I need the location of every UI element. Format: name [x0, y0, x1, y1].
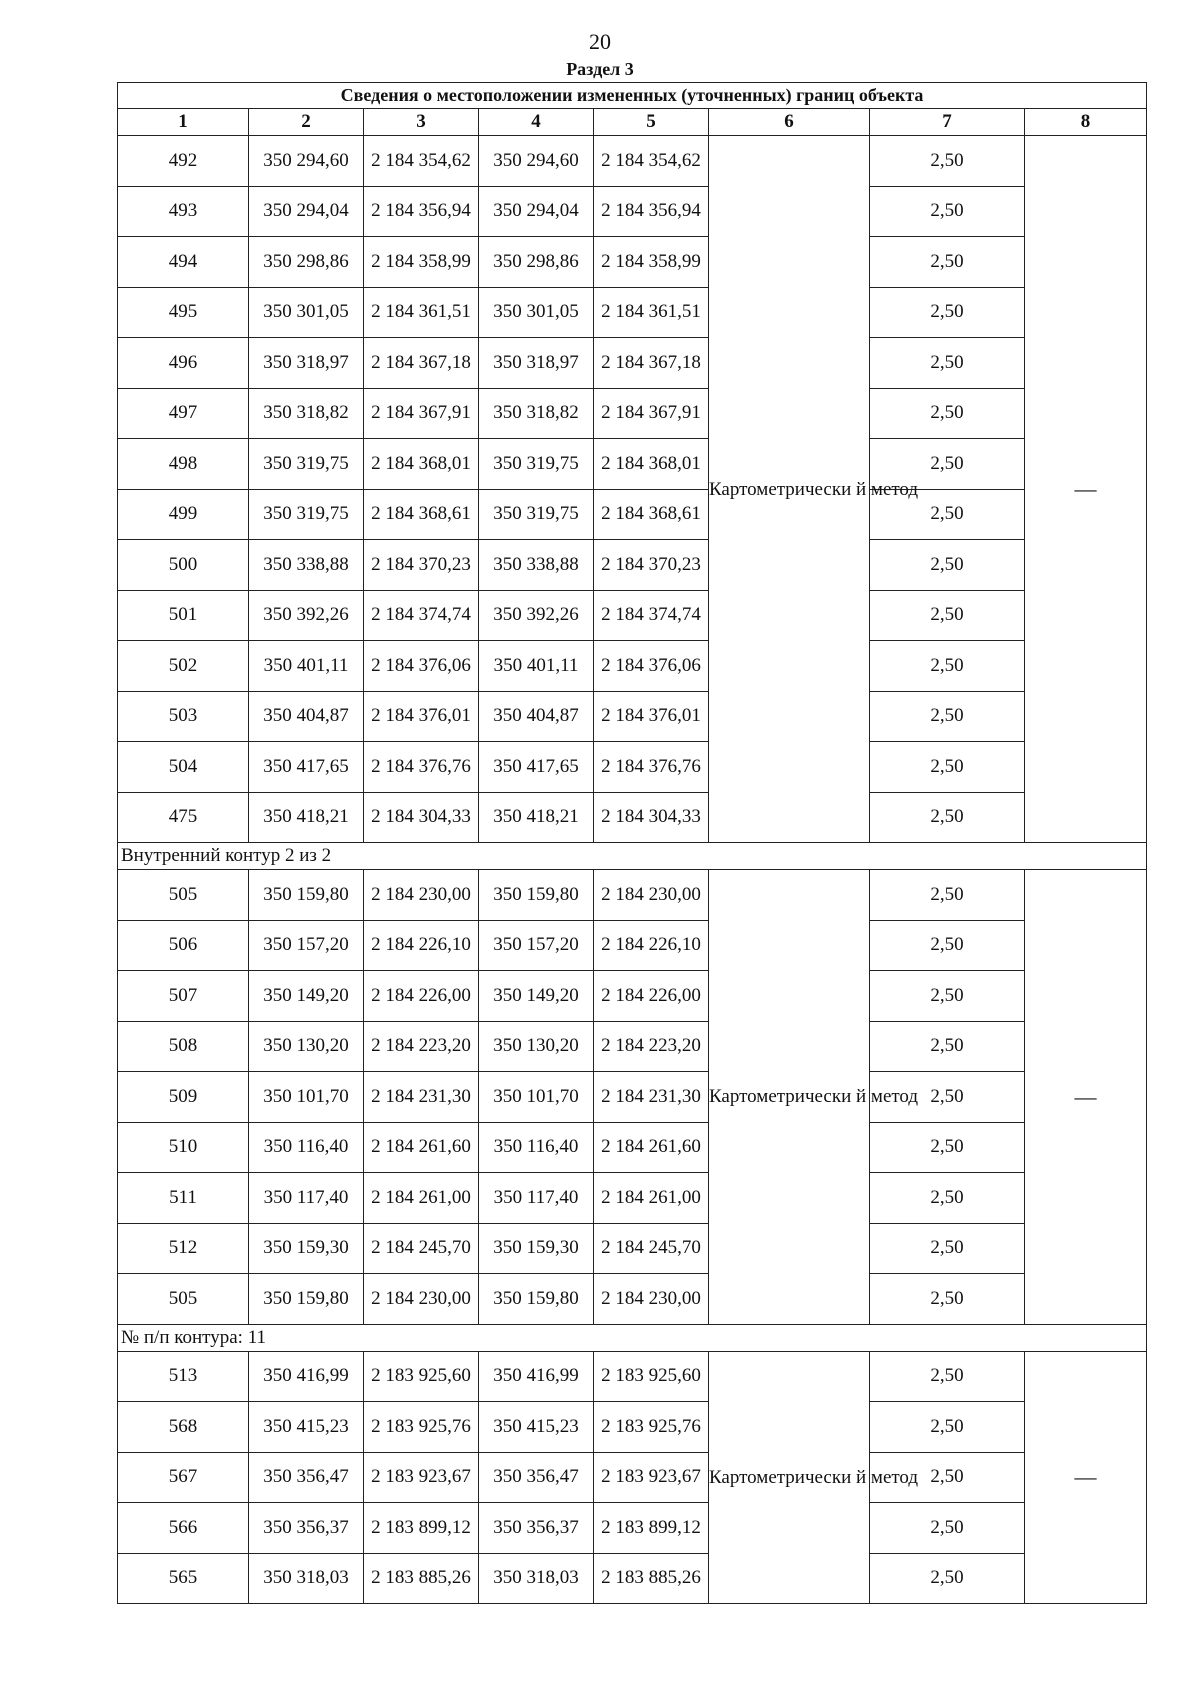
y-new-cell: 2 184 245,70: [594, 1223, 709, 1274]
point-number-cell: 499: [118, 489, 249, 540]
point-number-cell: 492: [118, 136, 249, 187]
method-cell: Картометрически й метод: [709, 870, 870, 1325]
point-number-cell: 567: [118, 1452, 249, 1503]
y-old-cell: 2 184 230,00: [364, 1274, 479, 1325]
x-new-cell: 350 318,03: [479, 1553, 594, 1604]
x-new-cell: 350 117,40: [479, 1173, 594, 1224]
point-number-cell: 511: [118, 1173, 249, 1224]
note-cell: —: [1025, 136, 1147, 843]
table-row: [118, 186, 1147, 237]
y-new-cell: 2 184 368,61: [594, 489, 709, 540]
point-number-cell: 475: [118, 792, 249, 843]
x-new-cell: 350 301,05: [479, 287, 594, 338]
x-new-cell: 350 318,82: [479, 388, 594, 439]
accuracy-cell: 2,50: [870, 742, 1025, 793]
table-row: [118, 1223, 1147, 1274]
y-old-cell: 2 184 230,00: [364, 870, 479, 921]
x-new-cell: 350 294,04: [479, 186, 594, 237]
x-new-cell: 350 416,99: [479, 1351, 594, 1402]
table-row: [118, 792, 1147, 843]
x-old-cell: 350 149,20: [249, 971, 364, 1022]
contour-label: № п/п контура: 11: [118, 1324, 1147, 1351]
point-number-cell: 505: [118, 1274, 249, 1325]
x-old-cell: 350 319,75: [249, 439, 364, 490]
point-number-cell: 493: [118, 186, 249, 237]
x-new-cell: 350 404,87: [479, 691, 594, 742]
y-old-cell: 2 184 358,99: [364, 237, 479, 288]
y-new-cell: 2 184 230,00: [594, 1274, 709, 1325]
x-new-cell: 350 157,20: [479, 920, 594, 971]
column-number: 6: [709, 109, 870, 136]
table-row: [118, 920, 1147, 971]
x-old-cell: 350 318,97: [249, 338, 364, 389]
y-old-cell: 2 184 368,01: [364, 439, 479, 490]
y-new-cell: 2 184 368,01: [594, 439, 709, 490]
x-new-cell: 350 294,60: [479, 136, 594, 187]
y-old-cell: 2 183 923,67: [364, 1452, 479, 1503]
point-number-cell: 497: [118, 388, 249, 439]
x-new-cell: 350 415,23: [479, 1402, 594, 1453]
y-new-cell: 2 184 374,74: [594, 590, 709, 641]
table-row: [118, 1173, 1147, 1224]
point-number-cell: 498: [118, 439, 249, 490]
x-old-cell: 350 392,26: [249, 590, 364, 641]
accuracy-cell: 2,50: [870, 338, 1025, 389]
x-old-cell: 350 415,23: [249, 1402, 364, 1453]
x-old-cell: 350 159,80: [249, 1274, 364, 1325]
x-old-cell: 350 301,05: [249, 287, 364, 338]
x-old-cell: 350 356,37: [249, 1503, 364, 1554]
accuracy-cell: 2,50: [870, 287, 1025, 338]
table-row: [118, 691, 1147, 742]
x-old-cell: 350 318,03: [249, 1553, 364, 1604]
y-new-cell: 2 184 356,94: [594, 186, 709, 237]
x-old-cell: 350 319,75: [249, 489, 364, 540]
y-old-cell: 2 184 374,74: [364, 590, 479, 641]
method-cell: Картометрически й метод: [709, 136, 870, 843]
table-row: [118, 1072, 1147, 1123]
y-old-cell: 2 184 245,70: [364, 1223, 479, 1274]
contour-label-row: [118, 843, 1147, 870]
y-new-cell: 2 184 370,23: [594, 540, 709, 591]
column-number: 7: [870, 109, 1025, 136]
column-number: 8: [1025, 109, 1147, 136]
x-old-cell: 350 157,20: [249, 920, 364, 971]
point-number-cell: 495: [118, 287, 249, 338]
y-new-cell: 2 184 261,00: [594, 1173, 709, 1224]
x-new-cell: 350 319,75: [479, 489, 594, 540]
point-number-cell: 504: [118, 742, 249, 793]
y-old-cell: 2 184 376,76: [364, 742, 479, 793]
accuracy-cell: 2,50: [870, 388, 1025, 439]
point-number-cell: 566: [118, 1503, 249, 1554]
point-number-cell: 565: [118, 1553, 249, 1604]
y-old-cell: 2 184 368,61: [364, 489, 479, 540]
y-old-cell: 2 184 376,01: [364, 691, 479, 742]
x-new-cell: 350 159,80: [479, 1274, 594, 1325]
y-new-cell: 2 183 899,12: [594, 1503, 709, 1554]
x-new-cell: 350 149,20: [479, 971, 594, 1022]
x-new-cell: 350 401,11: [479, 641, 594, 692]
table-row: [118, 540, 1147, 591]
table-row: [118, 1452, 1147, 1503]
y-old-cell: 2 183 925,60: [364, 1351, 479, 1402]
table-row: [118, 1021, 1147, 1072]
accuracy-cell: 2,50: [870, 237, 1025, 288]
point-number-cell: 508: [118, 1021, 249, 1072]
column-number: 2: [249, 109, 364, 136]
y-new-cell: 2 184 304,33: [594, 792, 709, 843]
accuracy-cell: 2,50: [870, 489, 1025, 540]
x-new-cell: 350 338,88: [479, 540, 594, 591]
point-number-cell: 496: [118, 338, 249, 389]
contour-label: Внутренний контур 2 из 2: [118, 843, 1147, 870]
method-cell: Картометрически й метод: [709, 1351, 870, 1604]
y-new-cell: 2 184 223,20: [594, 1021, 709, 1072]
x-old-cell: 350 404,87: [249, 691, 364, 742]
y-old-cell: 2 184 226,10: [364, 920, 479, 971]
table-row: [118, 1351, 1147, 1402]
boundary-coordinates-table: [117, 82, 1147, 1604]
y-new-cell: 2 183 885,26: [594, 1553, 709, 1604]
accuracy-cell: 2,50: [870, 1452, 1025, 1503]
x-new-cell: 350 418,21: [479, 792, 594, 843]
y-new-cell: 2 184 226,10: [594, 920, 709, 971]
x-new-cell: 350 356,47: [479, 1452, 594, 1503]
x-old-cell: 350 101,70: [249, 1072, 364, 1123]
accuracy-cell: 2,50: [870, 792, 1025, 843]
y-old-cell: 2 184 376,06: [364, 641, 479, 692]
y-new-cell: 2 184 358,99: [594, 237, 709, 288]
point-number-cell: 503: [118, 691, 249, 742]
x-new-cell: 350 318,97: [479, 338, 594, 389]
accuracy-cell: 2,50: [870, 1351, 1025, 1402]
table-row: [118, 1274, 1147, 1325]
x-old-cell: 350 417,65: [249, 742, 364, 793]
y-new-cell: 2 184 367,18: [594, 338, 709, 389]
table-row: [118, 641, 1147, 692]
table-row: [118, 1402, 1147, 1453]
table-row: [118, 1553, 1147, 1604]
y-new-cell: 2 184 376,76: [594, 742, 709, 793]
column-number: 5: [594, 109, 709, 136]
y-old-cell: 2 183 885,26: [364, 1553, 479, 1604]
accuracy-cell: 2,50: [870, 1072, 1025, 1123]
y-new-cell: 2 184 226,00: [594, 971, 709, 1022]
x-new-cell: 350 159,80: [479, 870, 594, 921]
accuracy-cell: 2,50: [870, 439, 1025, 490]
accuracy-cell: 2,50: [870, 691, 1025, 742]
x-new-cell: 350 116,40: [479, 1122, 594, 1173]
y-old-cell: 2 184 356,94: [364, 186, 479, 237]
table-row: [118, 590, 1147, 641]
point-number-cell: 513: [118, 1351, 249, 1402]
y-old-cell: 2 184 370,23: [364, 540, 479, 591]
x-new-cell: 350 130,20: [479, 1021, 594, 1072]
table-row: [118, 1122, 1147, 1173]
column-number: 3: [364, 109, 479, 136]
x-old-cell: 350 418,21: [249, 792, 364, 843]
table-row: [118, 489, 1147, 540]
accuracy-cell: 2,50: [870, 540, 1025, 591]
x-old-cell: 350 318,82: [249, 388, 364, 439]
table-caption: Сведения о местоположении измененных (уточненных) границ объекта: [118, 83, 1147, 109]
point-number-cell: 507: [118, 971, 249, 1022]
note-cell: —: [1025, 1351, 1147, 1604]
table-row: [118, 742, 1147, 793]
accuracy-cell: 2,50: [870, 186, 1025, 237]
table-row: [118, 971, 1147, 1022]
x-old-cell: 350 116,40: [249, 1122, 364, 1173]
y-new-cell: 2 184 361,51: [594, 287, 709, 338]
accuracy-cell: 2,50: [870, 1173, 1025, 1224]
accuracy-cell: 2,50: [870, 870, 1025, 921]
y-new-cell: 2 184 376,01: [594, 691, 709, 742]
page-number: 20: [589, 29, 611, 54]
y-old-cell: 2 183 899,12: [364, 1503, 479, 1554]
y-new-cell: 2 184 376,06: [594, 641, 709, 692]
table-row: [118, 338, 1147, 389]
accuracy-cell: 2,50: [870, 590, 1025, 641]
accuracy-cell: 2,50: [870, 1223, 1025, 1274]
y-new-cell: 2 184 261,60: [594, 1122, 709, 1173]
x-new-cell: 350 319,75: [479, 439, 594, 490]
x-new-cell: 350 417,65: [479, 742, 594, 793]
point-number-cell: 509: [118, 1072, 249, 1123]
x-old-cell: 350 294,60: [249, 136, 364, 187]
table-row: [118, 237, 1147, 288]
accuracy-cell: 2,50: [870, 1122, 1025, 1173]
y-old-cell: 2 184 231,30: [364, 1072, 479, 1123]
table-row: [118, 287, 1147, 338]
accuracy-cell: 2,50: [870, 920, 1025, 971]
table-row: [118, 1503, 1147, 1554]
x-new-cell: 350 298,86: [479, 237, 594, 288]
y-new-cell: 2 184 231,30: [594, 1072, 709, 1123]
point-number-cell: 506: [118, 920, 249, 971]
y-new-cell: 2 184 230,00: [594, 870, 709, 921]
y-old-cell: 2 184 261,60: [364, 1122, 479, 1173]
accuracy-cell: 2,50: [870, 641, 1025, 692]
x-old-cell: 350 130,20: [249, 1021, 364, 1072]
accuracy-cell: 2,50: [870, 1402, 1025, 1453]
column-number: 4: [479, 109, 594, 136]
x-new-cell: 350 392,26: [479, 590, 594, 641]
point-number-cell: 568: [118, 1402, 249, 1453]
y-old-cell: 2 184 226,00: [364, 971, 479, 1022]
y-old-cell: 2 184 361,51: [364, 287, 479, 338]
y-new-cell: 2 184 354,62: [594, 136, 709, 187]
x-old-cell: 350 159,80: [249, 870, 364, 921]
x-old-cell: 350 298,86: [249, 237, 364, 288]
y-old-cell: 2 183 925,76: [364, 1402, 479, 1453]
x-old-cell: 350 356,47: [249, 1452, 364, 1503]
accuracy-cell: 2,50: [870, 1021, 1025, 1072]
table-row: [118, 439, 1147, 490]
point-number-cell: 494: [118, 237, 249, 288]
y-old-cell: 2 184 261,00: [364, 1173, 479, 1224]
point-number-cell: 512: [118, 1223, 249, 1274]
accuracy-cell: 2,50: [870, 1503, 1025, 1554]
y-new-cell: 2 183 923,67: [594, 1452, 709, 1503]
x-new-cell: 350 101,70: [479, 1072, 594, 1123]
x-old-cell: 350 117,40: [249, 1173, 364, 1224]
accuracy-cell: 2,50: [870, 1553, 1025, 1604]
accuracy-cell: 2,50: [870, 1274, 1025, 1325]
x-old-cell: 350 159,30: [249, 1223, 364, 1274]
y-old-cell: 2 184 354,62: [364, 136, 479, 187]
x-old-cell: 350 416,99: [249, 1351, 364, 1402]
x-old-cell: 350 294,04: [249, 186, 364, 237]
point-number-cell: 500: [118, 540, 249, 591]
x-new-cell: 350 356,37: [479, 1503, 594, 1554]
point-number-cell: 501: [118, 590, 249, 641]
table-row: [118, 870, 1147, 921]
accuracy-cell: 2,50: [870, 136, 1025, 187]
accuracy-cell: 2,50: [870, 971, 1025, 1022]
note-cell: —: [1025, 870, 1147, 1325]
table-row: [118, 388, 1147, 439]
column-number: 1: [118, 109, 249, 136]
y-new-cell: 2 184 367,91: [594, 388, 709, 439]
point-number-cell: 510: [118, 1122, 249, 1173]
point-number-cell: 502: [118, 641, 249, 692]
y-old-cell: 2 184 367,91: [364, 388, 479, 439]
point-number-cell: 505: [118, 870, 249, 921]
y-new-cell: 2 183 925,76: [594, 1402, 709, 1453]
table-row: [118, 136, 1147, 187]
x-old-cell: 350 338,88: [249, 540, 364, 591]
contour-label-row: [118, 1324, 1147, 1351]
section-title: Раздел 3: [566, 59, 634, 79]
y-old-cell: 2 184 223,20: [364, 1021, 479, 1072]
y-old-cell: 2 184 304,33: [364, 792, 479, 843]
x-old-cell: 350 401,11: [249, 641, 364, 692]
x-new-cell: 350 159,30: [479, 1223, 594, 1274]
y-old-cell: 2 184 367,18: [364, 338, 479, 389]
y-new-cell: 2 183 925,60: [594, 1351, 709, 1402]
